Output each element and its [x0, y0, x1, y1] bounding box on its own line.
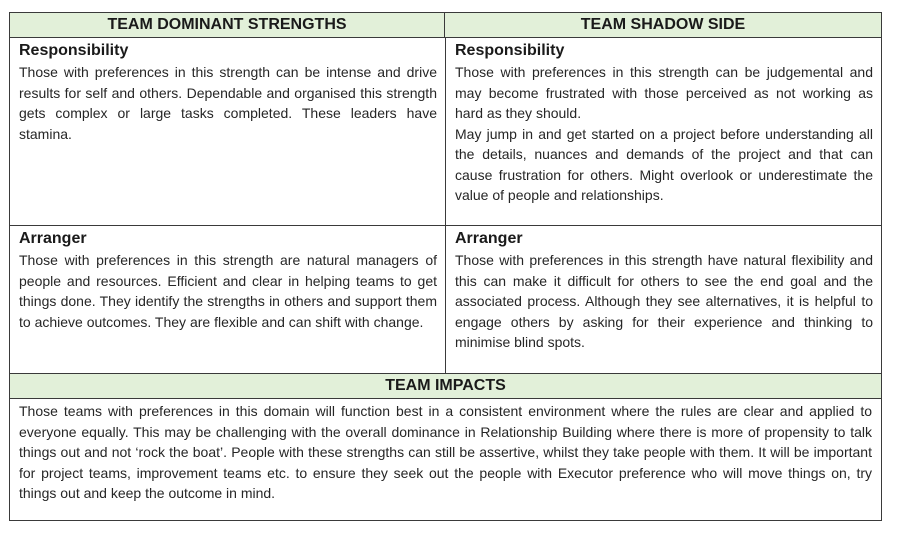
- header-dominant-strengths: TEAM DOMINANT STRENGTHS: [10, 13, 445, 37]
- cell-title: Arranger: [19, 230, 87, 247]
- team-impacts-body: [10, 399, 881, 520]
- cell-arranger-shadow: [446, 226, 881, 374]
- cell-text: Those with preferences in this strength are natural managers of people and resources. Efficient and clear in helping teams to get things done. They identify the strengths in others and support them to achieve outcomes. They are flexible and can shift with change.: [19, 252, 437, 330]
- cell-text: Those with preferences in this strength have natural flexibility and this can make it difficult for others to see the end goal and the associated process. Although they see alternatives, it is helpful to engage others by asking for their experience and thinking to minimise blind spots.: [455, 252, 873, 350]
- cell-title: Arranger: [455, 230, 523, 247]
- cell-responsibility-strength: [10, 38, 446, 226]
- cell-title: Responsibility: [19, 42, 129, 59]
- header-shadow-side: TEAM SHADOW SIDE: [580, 16, 746, 33]
- cell-text: Those with preferences in this strength can be intense and drive results for self and others. Dependable and organised this strength gets complex or large tasks completed. These leaders have stamina.: [19, 64, 437, 142]
- cell-responsibility-shadow: [446, 38, 881, 226]
- strengths-table: [9, 12, 882, 521]
- cell-text: Those with preferences in this strength can be judgemental and may become frustrated with those perceived as not working as hard as they should.: [455, 64, 873, 121]
- cell-text-secondary: May jump in and get started on a project before understanding all the details, nuances and demands of the project and that can cause frustration for others. Might overlook or underestimate the value of people and relationships.: [455, 125, 873, 203]
- cell-title: Responsibility: [455, 42, 565, 59]
- team-impacts-text: Those teams with preferences in this domain will function best in a consistent environment where the rules are clear and applied to everyone equally. This may be challenging with the overall dominance in Relationship Building where there is more of propensity to talk things out and not ‘rock the boat’. People with these strengths can still be assertive, whilst they take people with them. It will be important for project teams, improvement teams etc. to ensure they seek out the people with Executor preference who will move things on, try things out and keep the outcome in mind.: [19, 403, 872, 501]
- team-impacts-header: TEAM IMPACTS: [10, 374, 881, 399]
- cell-arranger-strength: [10, 226, 446, 374]
- table-header-row: [10, 13, 881, 38]
